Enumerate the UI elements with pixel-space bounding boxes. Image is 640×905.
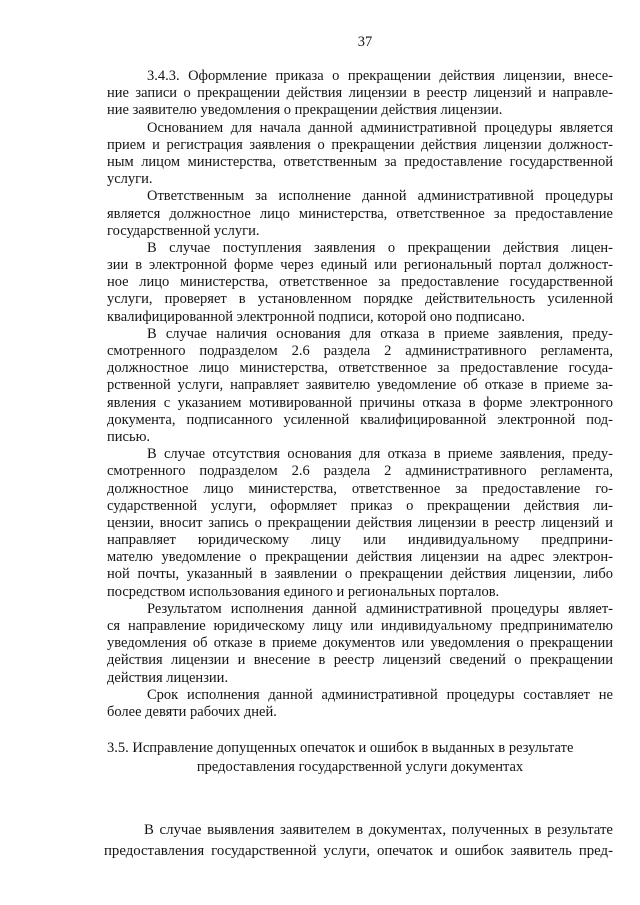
text-line: должностное лицо министерства, ответственное за предоставление го- xyxy=(107,480,613,497)
text-line: Срок исполнения данной административной процедуры составляет не xyxy=(147,686,613,703)
paragraph xyxy=(104,820,613,863)
text-line: услуги, проверяет в установленном порядке действительность усиленной xyxy=(107,291,613,308)
paragraph xyxy=(107,120,613,189)
text-line: посредством использования единого и региональных порталов. xyxy=(107,583,500,600)
paragraph xyxy=(107,601,613,687)
paragraph xyxy=(107,326,613,446)
text-line: Ответственным за исполнение данной административной процедуры xyxy=(147,188,613,205)
text-line: сударственной услуги, оформляет приказ о прекращении действия ли- xyxy=(107,497,613,514)
text-line: уведомления об отказе в приеме документов или уведомления о прекращении xyxy=(107,635,613,652)
section-heading-line: 3.5. Исправление допущенных опечаток и ошибок в выданных в результате xyxy=(107,739,574,756)
text-line: мателю уведомление о прекращении действия лицензии на адрес электрон- xyxy=(107,549,613,566)
text-line: ным лицом министерства, ответственным за предоставление государственной xyxy=(107,153,613,170)
text-line: ние заявителю уведомления о прекращении действия лицензии. xyxy=(107,102,503,119)
text-line: является должностное лицо министерства, ответственное за предоставление xyxy=(107,205,613,222)
paragraph xyxy=(107,68,613,120)
text-line: направляет юридическому лицу или индивидуальному предприни- xyxy=(107,532,613,549)
text-line: ной почты, указанный в заявлении о прекращении действия лицензии, либо xyxy=(107,566,613,583)
text-line: квалифицированной электронной подписи, которой оно подписано. xyxy=(107,308,525,325)
text-line: предоставления государственной услуги, опечаток и ошибок заявитель пред- xyxy=(104,843,613,859)
page-number: 37 xyxy=(357,34,373,50)
text-line: ное лицо министерства, ответственное за предоставление государственной xyxy=(107,274,613,291)
text-line: писью. xyxy=(107,428,151,445)
text-line: ся направление юридическому лицу или индивидуальному предпринимателю xyxy=(107,618,613,634)
text-line: явления с указанием мотивированной причины отказа в форме электронного xyxy=(107,394,613,411)
text-line: действия лицензии и внесение в реестр лицензий сведений о прекращении xyxy=(107,652,613,669)
text-line: государственной услуги. xyxy=(107,222,260,239)
text-line: цензии, вносит запись о прекращении действия лицензии в реестр лицензий и xyxy=(107,514,613,531)
paragraph xyxy=(107,446,613,601)
text-line: В случае отсутствия основания для отказа в приеме заявления, преду- xyxy=(147,446,613,463)
section-heading-line: предоставления государственной услуги документах xyxy=(196,758,524,775)
paragraph xyxy=(107,240,613,326)
text-line: 3.4.3. Оформление приказа о прекращении действия лицензии, внесе- xyxy=(147,68,613,84)
text-line: прием и регистрация заявления о прекращении действия лицензии должност- xyxy=(107,136,613,153)
document-body xyxy=(107,68,613,721)
paragraph xyxy=(107,188,613,240)
text-line: услуги. xyxy=(107,171,153,188)
section-heading xyxy=(107,739,613,777)
text-line: более девяти рабочих дней. xyxy=(107,703,277,720)
text-line: ние записи о прекращении действия лицензии в реестр лицензий и направле- xyxy=(107,85,613,102)
text-line: Результатом исполнения данной административной процедуры являет- xyxy=(147,600,613,617)
text-line: В случае выявления заявителем в документах, полученных в результате xyxy=(144,821,613,838)
text-line: действия лицензии. xyxy=(107,669,229,686)
text-line: В случае поступления заявления о прекращении действия лицен- xyxy=(147,239,613,256)
text-line: Основанием для начала данной административной процедуры является xyxy=(147,119,613,136)
paragraph xyxy=(107,687,613,721)
text-line: зии в электронной форме через единый или региональный портал должност- xyxy=(107,257,613,274)
text-line: смотренного подразделом 2.6 раздела 2 административного регламента, xyxy=(107,343,613,359)
text-line: документа, подписанного усиленной квалифицированной электронной под- xyxy=(107,411,613,428)
text-line: смотренного подразделом 2.6 раздела 2 административного регламента, xyxy=(107,463,613,480)
text-line: рственной услуги, направляет заявителю уведомление об отказе в приеме за- xyxy=(107,377,613,394)
text-line: В случае наличия основания для отказа в приеме заявления, преду- xyxy=(147,325,613,342)
text-line: должностное лицо министерства, ответственное за предоставление госуда- xyxy=(107,360,613,377)
